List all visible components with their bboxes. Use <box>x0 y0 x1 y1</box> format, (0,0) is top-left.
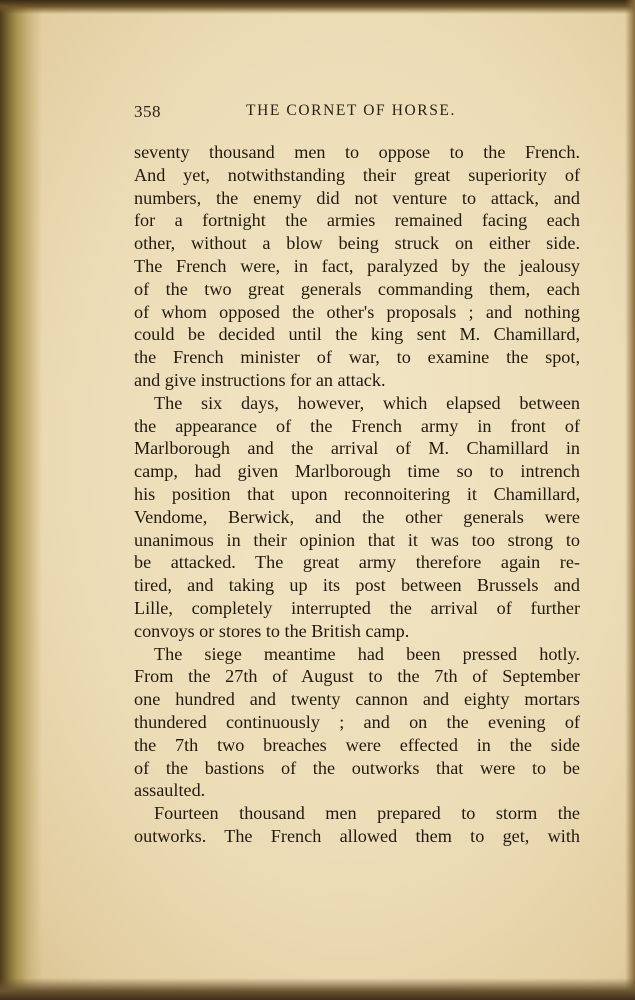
text-line: Marlborough and the arrival of M. Chamillard in <box>134 438 580 459</box>
text-line: the 7th two breaches were effected in the side <box>134 734 580 755</box>
page-top-edge <box>0 0 635 14</box>
text-line: And yet, notwithstanding their great superiority of <box>134 164 580 185</box>
body-text <box>134 141 580 848</box>
page-number: 358 <box>134 102 161 121</box>
text-line: the French minister of war, to examine the spot, <box>134 347 580 368</box>
text-line: numbers, the enemy did not venture to attack, and <box>134 187 580 208</box>
text-line: the appearance of the French army in front of <box>134 415 580 436</box>
text-line: Fourteen thousand men prepared to storm the <box>154 803 580 824</box>
text-line: assaulted. <box>134 780 206 801</box>
text-line: unanimous in their opinion that it was too strong to <box>134 529 580 550</box>
text-line: and give instructions for an attack. <box>134 369 386 390</box>
text-line: Vendome, Berwick, and the other generals were <box>134 506 580 527</box>
text-line: seventy thousand men to oppose to the French. <box>134 142 580 162</box>
text-line: The French were, in fact, paralyzed by the jealousy <box>134 255 580 276</box>
page-bottom-edge <box>0 978 635 1000</box>
text-line: convoys or stores to the British camp. <box>134 620 410 641</box>
text-line: outworks. The French allowed them to get, with <box>134 825 580 846</box>
text-line: Lille, completely interrupted the arrival of further <box>134 597 580 618</box>
running-header <box>134 102 580 126</box>
text-line: be attacked. The great army therefore again re- <box>134 552 580 573</box>
text-line: of the two great generals commanding them, each <box>134 278 580 299</box>
text-line: of the bastions of the outworks that were to be <box>134 757 580 778</box>
text-line: The siege meantime had been pressed hotly. <box>154 643 580 664</box>
text-line: camp, had given Marlborough time so to intrench <box>134 461 580 482</box>
text-line: From the 27th of August to the 7th of September <box>134 666 580 687</box>
text-line: thundered continuously ; and on the evening of <box>134 711 580 732</box>
text-line: his position that upon reconnoitering it Chamillard, <box>134 483 580 504</box>
text-line: of whom opposed the other's proposals ; and nothing <box>134 301 580 322</box>
text-line: other, without a blow being struck on either side. <box>134 233 580 254</box>
text-line: one hundred and twenty cannon and eighty mortars <box>134 689 580 710</box>
text-line: could be decided until the king sent M. Chamillard, <box>134 324 580 345</box>
text-line: for a fortnight the armies remained facing each <box>134 210 580 231</box>
binding-shadow <box>0 0 42 1000</box>
text-line: tired, and taking up its post between Brussels and <box>134 575 580 596</box>
page-right-edge <box>625 0 635 1000</box>
text-line: The six days, however, which elapsed between <box>154 392 580 413</box>
running-title: THE CORNET OF HORSE. <box>246 102 456 119</box>
